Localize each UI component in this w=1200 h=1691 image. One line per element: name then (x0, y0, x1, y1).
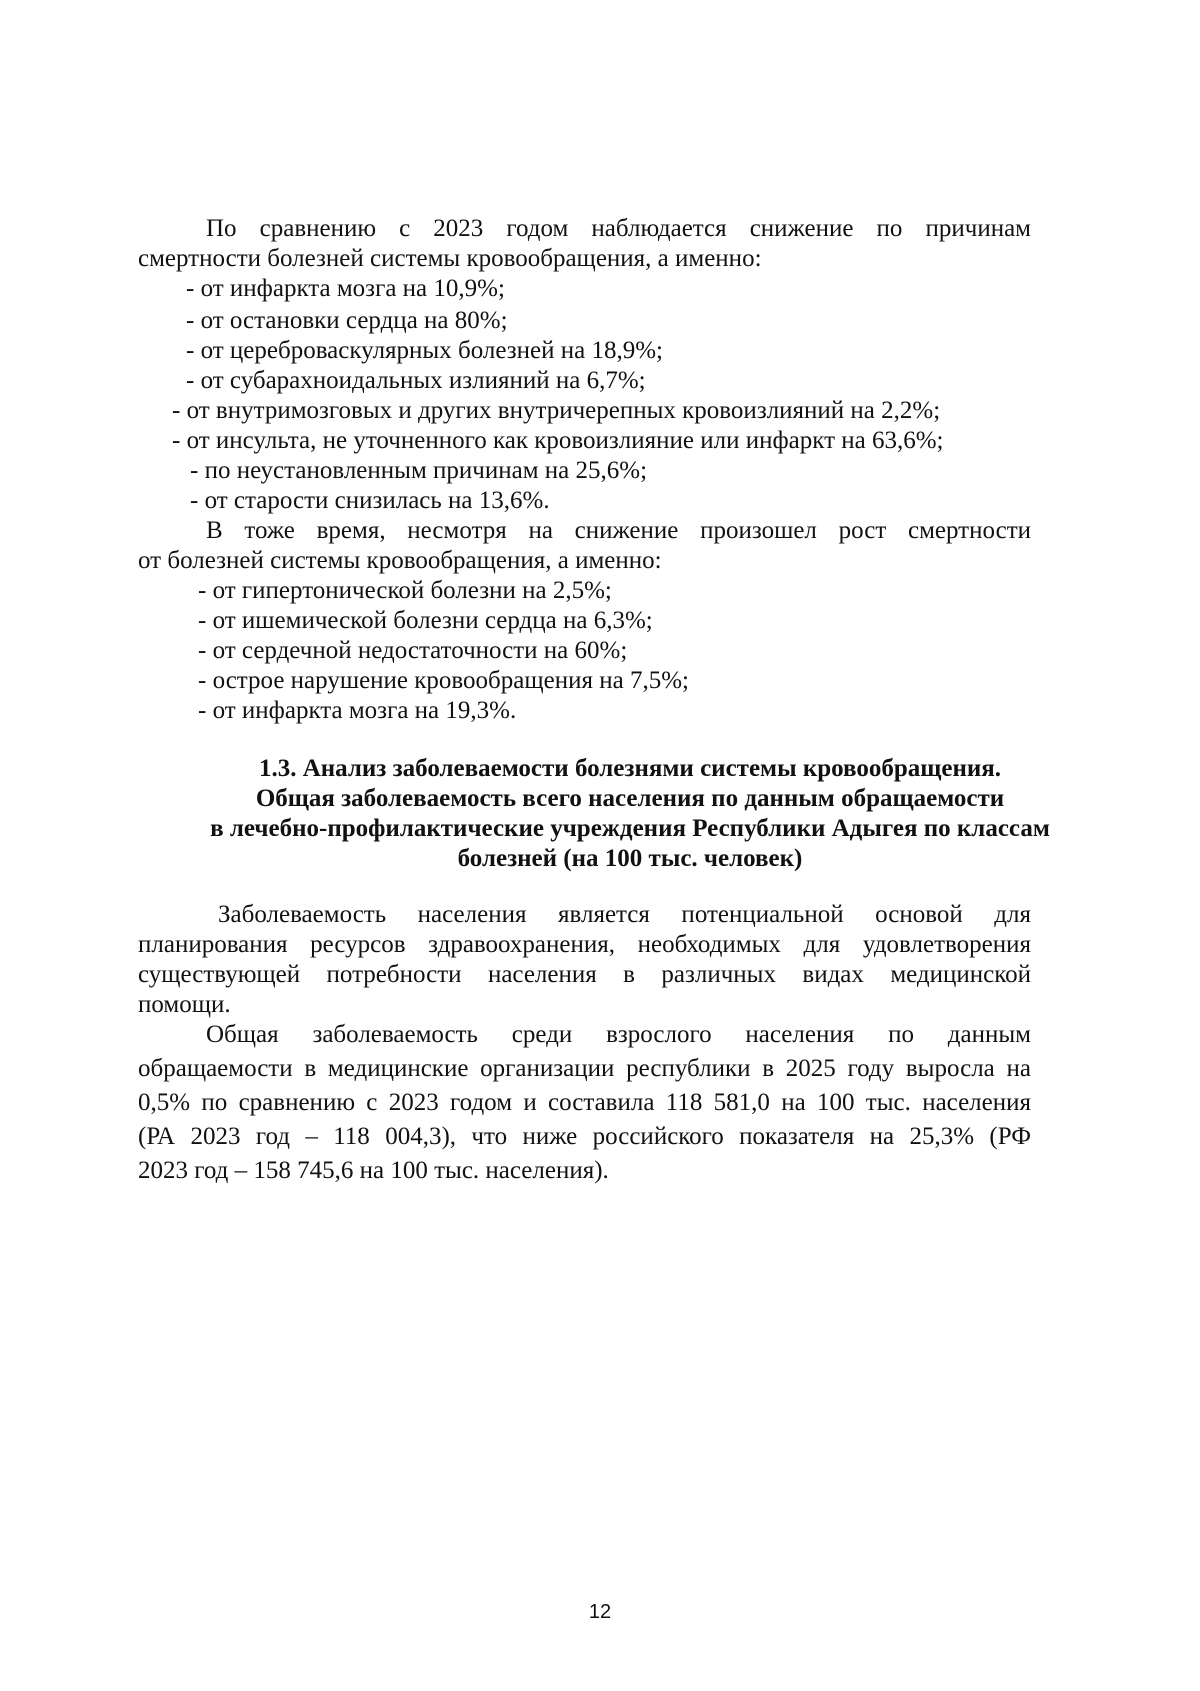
section-heading-line: Общая заболеваемость всего населения по данным обращаемости (255, 785, 1005, 812)
paragraph-decrease-intro-line: смертности болезней системы кровообращения, а именно: (138, 245, 762, 272)
paragraph-morbidity-line: помощи. (138, 991, 231, 1018)
list-item-decrease: - от инфаркта мозга на 10,9%; (186, 275, 505, 302)
paragraph-general-morbidity-line: 0,5% по сравнению с 2023 годом и составила 118 581,0 на 100 тыс. населения (138, 1089, 1031, 1116)
paragraph-morbidity-line: существующей потребности населения в различных видах медицинской (138, 961, 1031, 988)
list-item-decrease: - от старости снизилась на 13,6%. (190, 487, 550, 514)
section-heading-line: болезней (на 100 тыс. человек) (457, 845, 803, 872)
paragraph-morbidity-line: Заболеваемость населения является потенциальной основой для (218, 901, 1031, 928)
page-number: 12 (588, 1601, 612, 1623)
list-item-decrease: - от цереброваскулярных болезней на 18,9%; (186, 337, 663, 364)
list-item-decrease: - от внутримозговых и других внутричерепных кровоизлияний на 2,2%; (172, 397, 941, 424)
paragraph-morbidity-line: планирования ресурсов здравоохранения, необходимых для удовлетворения (138, 931, 1031, 958)
list-item-increase: - острое нарушение кровообращения на 7,5%; (198, 667, 689, 694)
list-item-increase: - от сердечной недостаточности на 60%; (198, 637, 628, 664)
paragraph-general-morbidity-line: обращаемости в медицинские организации республики в 2025 году выросла на (138, 1055, 1031, 1082)
list-item-decrease: - от субарахноидальных излияний на 6,7%; (186, 367, 646, 394)
list-item-increase: - от инфаркта мозга на 19,3%. (198, 697, 517, 724)
paragraph-decrease-intro-line: По сравнению с 2023 годом наблюдается снижение по причинам (206, 215, 1031, 242)
list-item-increase: - от ишемической болезни сердца на 6,3%; (198, 607, 653, 634)
list-item-increase: - от гипертонической болезни на 2,5%; (198, 577, 612, 604)
paragraph-general-morbidity-line: Общая заболеваемость среди взрослого населения по данным (206, 1021, 1031, 1048)
list-item-decrease: - по неустановленным причинам на 25,6%; (190, 457, 648, 484)
list-item-decrease: - от остановки сердца на 80%; (186, 307, 508, 334)
paragraph-general-morbidity-line: 2023 год – 158 745,6 на 100 тыс. населения). (138, 1157, 609, 1184)
paragraph-general-morbidity-line: (РА 2023 год – 118 004,3), что ниже российского показателя на 25,3% (РФ (138, 1123, 1031, 1150)
paragraph-increase-intro-line: В тоже время, несмотря на снижение произошел рост смертности (206, 517, 1031, 544)
section-heading-line: в лечебно-профилактические учреждения Республики Адыгея по классам (210, 815, 1050, 842)
list-item-decrease: - от инсульта, не уточненного как кровоизлияние или инфаркт на 63,6%; (172, 427, 944, 454)
paragraph-increase-intro-line: от болезней системы кровообращения, а именно: (138, 547, 662, 574)
section-heading-line: 1.3. Анализ заболеваемости болезнями системы кровообращения. (258, 755, 1002, 782)
